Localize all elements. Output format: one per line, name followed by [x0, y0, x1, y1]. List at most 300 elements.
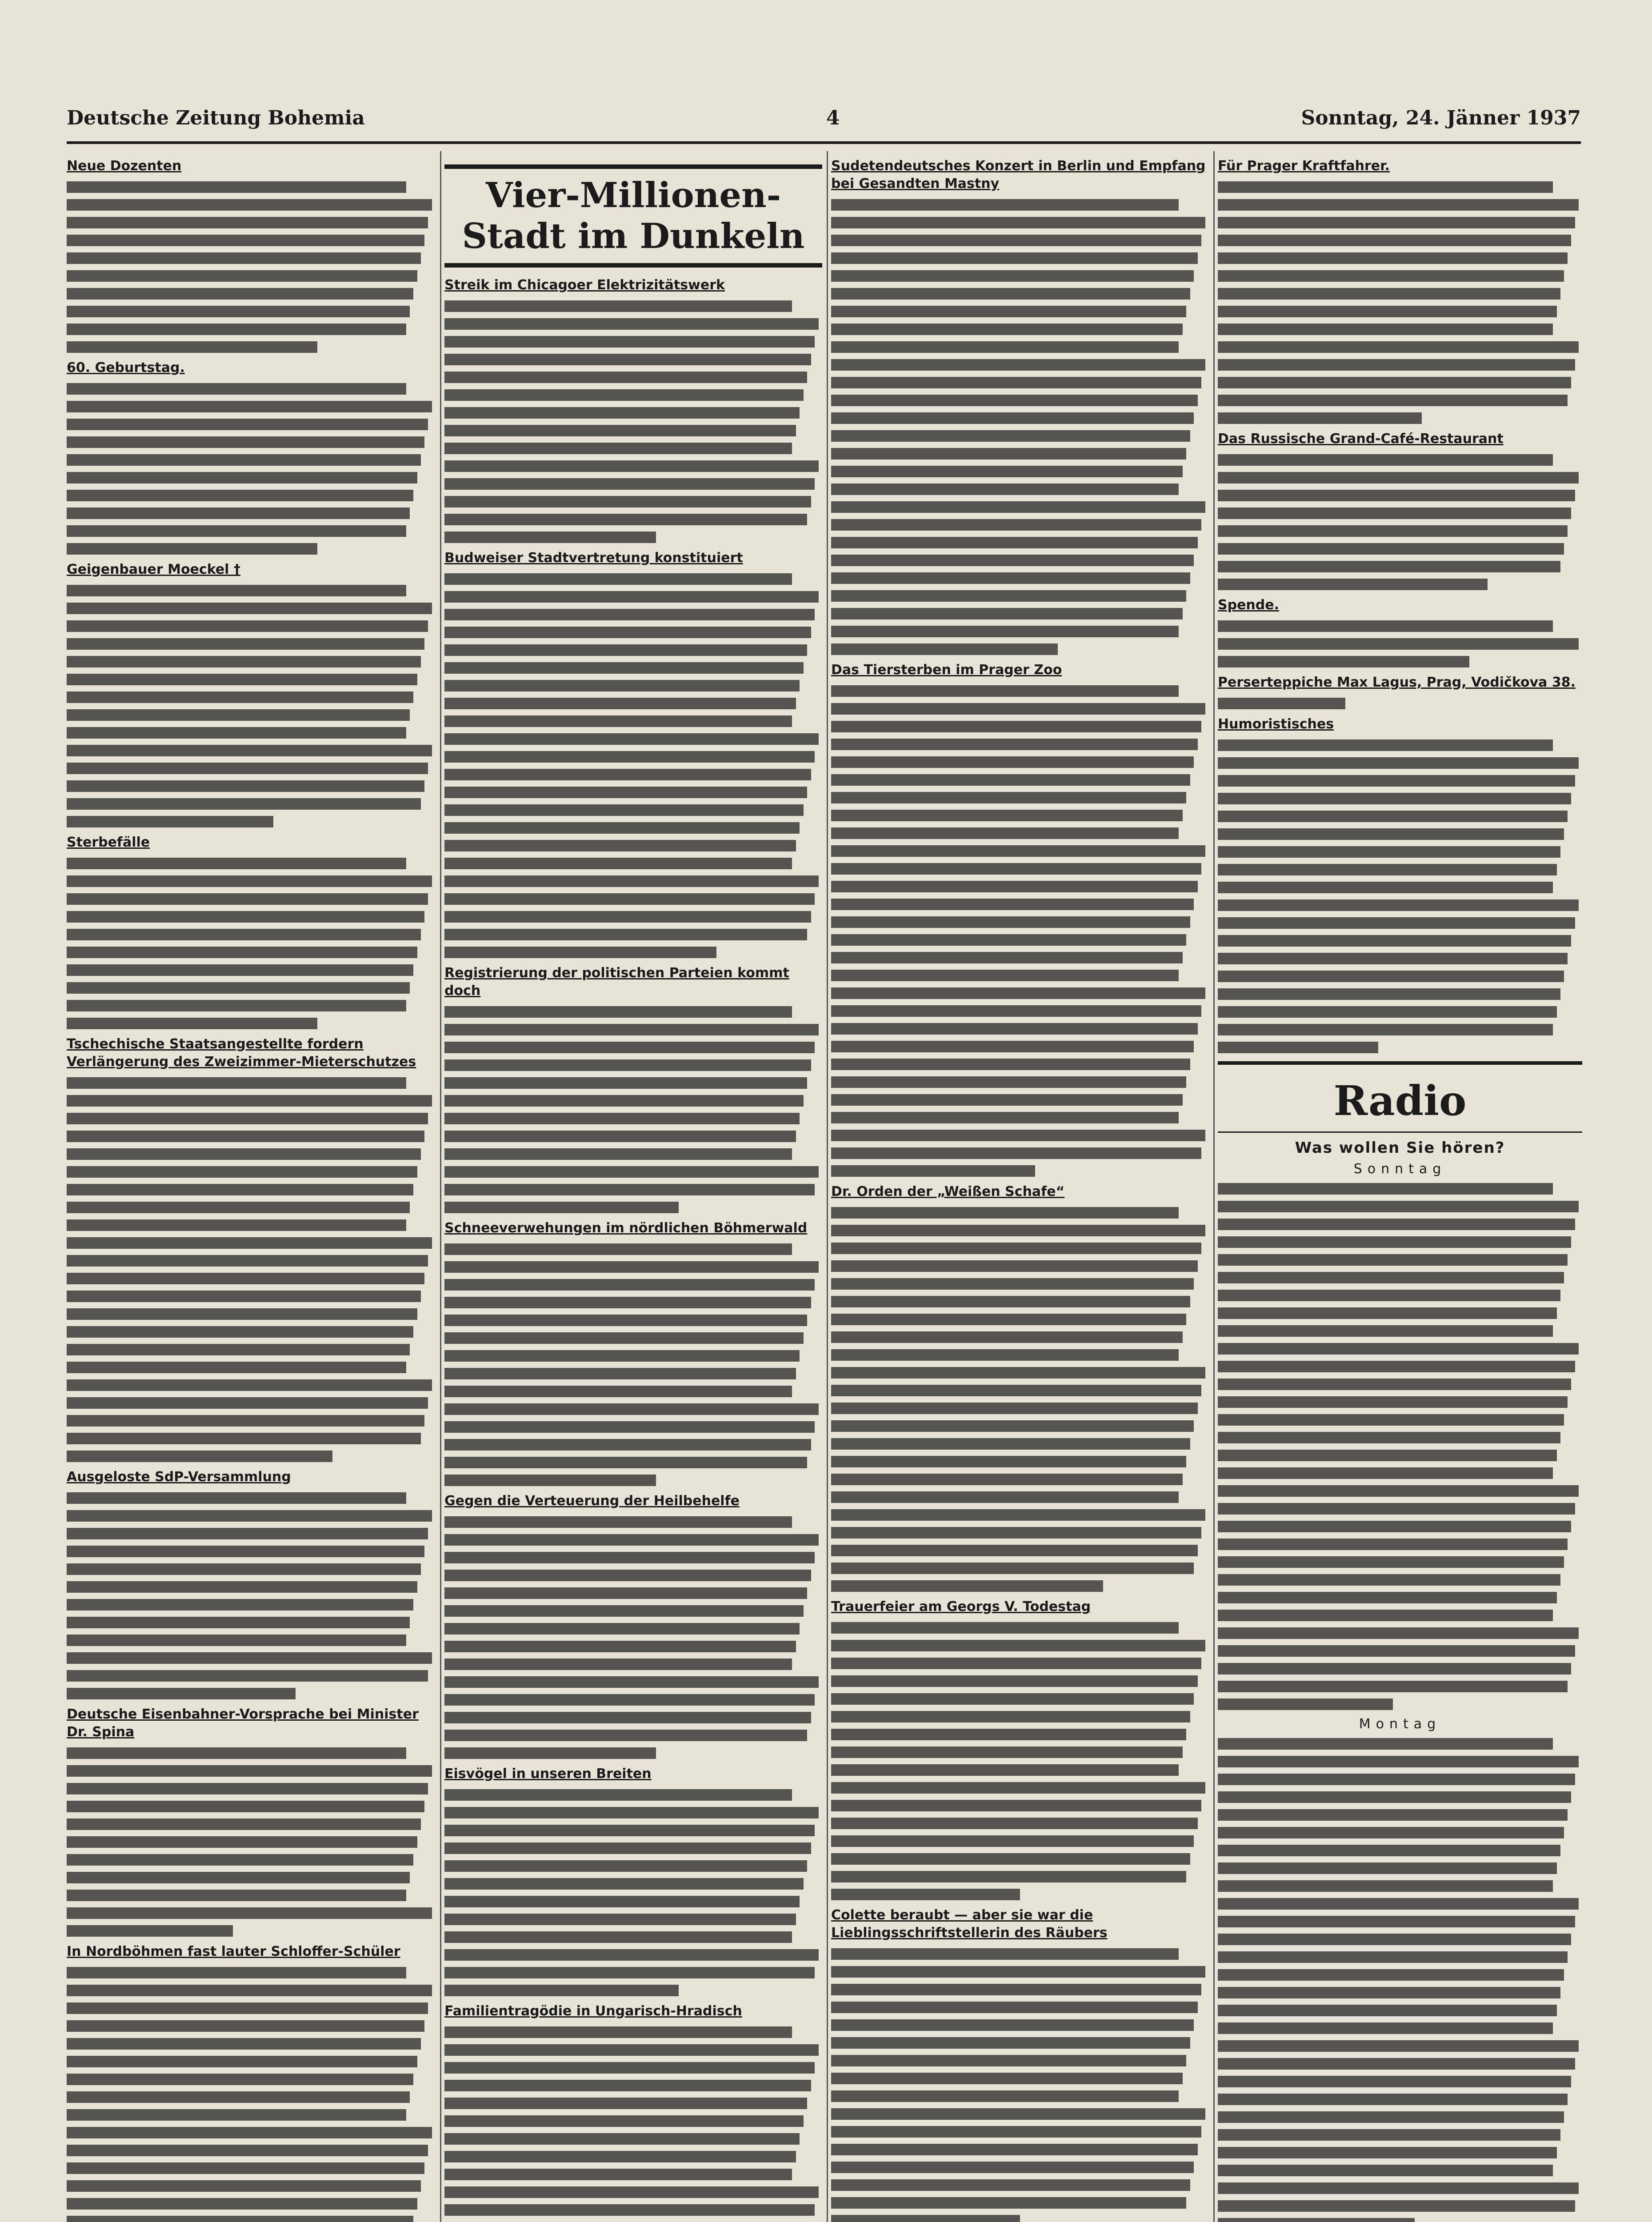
article-heading: Perserteppiche Max Lagus, Prag, Vodičkova 38.	[1218, 675, 1576, 690]
article	[444, 549, 822, 958]
article-heading: Geigenbauer Moeckel †	[67, 562, 240, 577]
text-line	[444, 1202, 679, 1213]
text-line	[444, 929, 807, 940]
text-line	[831, 519, 1201, 531]
text-line	[67, 1783, 428, 1794]
text-line	[444, 1297, 811, 1308]
text-line	[831, 1580, 1103, 1592]
text-line	[67, 2109, 406, 2121]
text-line	[67, 1255, 428, 1267]
article-heading: Ausgeloste SdP-Versammlung	[67, 1469, 291, 1485]
article	[67, 834, 436, 1029]
text-line	[67, 341, 317, 353]
article-heading: 60. Geburtstag.	[67, 360, 185, 376]
text-line	[831, 1225, 1205, 1236]
text-line	[1218, 1254, 1568, 1266]
text-line	[67, 235, 424, 246]
text-line	[1218, 359, 1575, 371]
text-line	[831, 1403, 1198, 1414]
text-line	[831, 412, 1194, 424]
text-line	[1218, 1325, 1553, 1337]
article-heading: Budweiser Stadtvertretung konstituiert	[444, 550, 743, 566]
text-line	[444, 1712, 811, 1723]
text-line	[67, 2216, 413, 2222]
text-line	[1218, 935, 1571, 947]
text-line	[444, 769, 811, 780]
text-line	[831, 1385, 1201, 1396]
radio-day: Montag	[1359, 1716, 1441, 1732]
article-heading: Familientragödie in Ungarisch-Hradisch	[444, 2003, 742, 2019]
text-line	[67, 2198, 417, 2210]
text-line	[831, 1420, 1194, 1432]
text-line	[831, 881, 1198, 892]
text-line	[1218, 757, 1579, 769]
text-line	[831, 1871, 1186, 1882]
text-line	[831, 1296, 1190, 1307]
text-line	[1218, 882, 1553, 893]
text-line	[1218, 1951, 1568, 1963]
article	[67, 157, 436, 353]
text-line	[1218, 1738, 1553, 1750]
text-line	[67, 745, 432, 756]
text-line	[67, 674, 417, 685]
text-line	[444, 1949, 819, 1961]
text-line	[831, 685, 1179, 697]
text-line	[831, 1207, 1179, 1219]
text-line	[831, 703, 1205, 715]
text-line	[1218, 1539, 1568, 1550]
text-line	[444, 911, 811, 923]
text-line	[67, 454, 421, 466]
text-line	[1218, 828, 1564, 840]
article-heading: Sudetendeutsches Konzert in Berlin und Empfang bei Gesandten Mastny	[831, 158, 1206, 192]
article-heading: Eisvögel in unseren Breiten	[444, 1766, 652, 1782]
text-line	[444, 644, 807, 656]
article-heading: Das Russische Grand-Café-Restaurant	[1218, 431, 1504, 447]
article-heading: Schneeverwehungen im nördlichen Böhmerwald	[444, 1220, 808, 1236]
text-line	[67, 2020, 424, 2032]
text-line	[1218, 1521, 1571, 1532]
text-line	[67, 2180, 421, 2192]
text-line	[67, 1617, 410, 1628]
text-line	[1218, 1645, 1575, 1657]
text-line	[1218, 1592, 1557, 1603]
radio-subtitle: Was wollen Sie hören?	[1295, 1139, 1505, 1157]
article	[67, 1706, 436, 1937]
text-line	[444, 1421, 815, 1433]
text-line	[831, 199, 1179, 211]
text-line	[444, 1534, 819, 1546]
text-line	[67, 709, 410, 721]
text-line	[444, 680, 800, 691]
text-line	[67, 1528, 428, 1539]
text-line	[67, 875, 432, 887]
text-line	[1218, 490, 1575, 501]
article-heading: Registrierung der politischen Parteien kommt doch	[444, 965, 789, 999]
article	[67, 561, 436, 827]
text-line	[444, 1368, 796, 1379]
text-line	[831, 2090, 1179, 2102]
text-line	[444, 443, 792, 454]
text-line	[1218, 811, 1568, 822]
text-line	[67, 401, 432, 412]
text-line	[831, 1545, 1198, 1556]
text-line	[444, 1694, 815, 1706]
article-heading: Gegen die Verteuerung der Heilbehelfe	[444, 1493, 740, 1509]
text-line	[831, 377, 1201, 388]
text-line	[444, 1516, 792, 1528]
text-line	[67, 1546, 424, 1557]
text-line	[444, 2186, 819, 2198]
text-line	[831, 1147, 1201, 1159]
text-line	[67, 2038, 421, 2050]
text-line	[67, 383, 406, 395]
text-line	[67, 419, 428, 430]
text-line	[444, 1166, 819, 1178]
text-line	[1218, 1183, 1553, 1195]
text-line	[444, 1967, 815, 1978]
column-1	[67, 151, 436, 2222]
text-line	[1218, 579, 1488, 590]
text-line	[67, 217, 428, 228]
text-line	[67, 1818, 421, 1830]
text-line	[444, 1279, 815, 1291]
text-line	[831, 1278, 1194, 1290]
text-line	[1218, 2005, 1557, 2016]
column-divider	[1213, 151, 1215, 2222]
text-line	[1218, 1898, 1579, 1910]
page-header	[67, 107, 1581, 138]
text-line	[67, 798, 421, 810]
text-line	[444, 1184, 815, 1195]
text-line	[444, 1807, 819, 1818]
text-line	[444, 300, 792, 312]
text-line	[67, 1801, 424, 1812]
text-line	[831, 899, 1194, 910]
text-line	[1218, 525, 1568, 537]
text-line	[444, 1350, 800, 1362]
text-line	[67, 1510, 432, 1522]
text-line	[831, 721, 1201, 732]
text-line	[67, 1095, 432, 1107]
text-line	[1218, 2182, 1579, 2194]
text-line	[1218, 1503, 1575, 1515]
text-line	[831, 2055, 1186, 2066]
text-line	[444, 532, 656, 543]
text-line	[444, 354, 811, 365]
text-line	[444, 1475, 656, 1486]
text-line	[67, 1077, 406, 1089]
text-line	[67, 638, 424, 650]
text-line	[1218, 846, 1560, 858]
text-line	[831, 572, 1190, 584]
article-heading: Humoristisches	[1218, 716, 1334, 732]
text-line	[444, 425, 796, 436]
text-line	[444, 1914, 796, 1925]
text-line	[67, 1000, 406, 1011]
text-line	[1218, 395, 1568, 406]
text-line	[831, 934, 1186, 946]
text-line	[67, 270, 417, 282]
text-line	[444, 787, 807, 798]
text-line	[67, 1652, 432, 1664]
banner-headline: Vier-Millionen-Stadt im Dunkeln	[444, 164, 822, 268]
radio-program	[1218, 1183, 1582, 1710]
text-line	[831, 1889, 1020, 1900]
text-line	[831, 288, 1190, 300]
text-line	[67, 1184, 413, 1195]
text-line	[831, 1041, 1194, 1052]
text-line	[831, 952, 1183, 963]
text-line	[444, 751, 815, 763]
text-line	[444, 318, 819, 330]
text-line	[831, 1984, 1201, 1995]
text-line	[1218, 252, 1568, 264]
text-line	[831, 324, 1183, 335]
text-line	[1218, 199, 1579, 211]
article	[444, 276, 822, 543]
text-line	[444, 496, 811, 508]
text-line	[67, 1836, 417, 1848]
text-line	[831, 1658, 1201, 1669]
text-line	[444, 2133, 800, 2145]
issue-date: Sonntag, 24. Jänner 1937	[1301, 107, 1581, 129]
text-line	[444, 1077, 807, 1089]
text-line	[444, 460, 819, 472]
text-line	[1218, 1934, 1571, 1945]
text-line	[831, 2162, 1194, 2173]
text-line	[1218, 181, 1553, 193]
text-line	[444, 1131, 796, 1142]
page-number: 4	[826, 107, 840, 129]
text-line	[831, 590, 1186, 602]
text-line	[1218, 2147, 1557, 2158]
text-line	[831, 1349, 1179, 1361]
text-line	[1218, 2200, 1575, 2212]
text-line	[444, 1985, 679, 1996]
text-line	[67, 964, 413, 976]
text-line	[67, 1326, 413, 1338]
text-line	[831, 643, 1058, 655]
text-line	[67, 780, 424, 792]
text-line	[1218, 2129, 1560, 2141]
text-line	[67, 252, 421, 264]
text-line	[444, 2080, 811, 2091]
text-line	[1218, 561, 1560, 572]
text-line	[831, 555, 1194, 566]
text-line	[444, 1113, 800, 1124]
text-line	[1218, 1467, 1553, 1479]
text-line	[67, 656, 421, 667]
text-line	[831, 430, 1190, 442]
text-line	[444, 1095, 804, 1107]
text-line	[831, 1746, 1183, 1758]
text-line	[831, 1711, 1190, 1722]
text-line	[831, 395, 1198, 406]
article	[444, 1219, 822, 1486]
text-line	[1218, 1343, 1579, 1355]
text-line	[67, 893, 428, 905]
text-line	[1218, 543, 1564, 555]
text-line	[1218, 656, 1469, 667]
text-line	[1218, 1414, 1564, 1426]
text-line	[444, 1896, 800, 1907]
text-line	[67, 1308, 417, 1320]
article-heading: Dr. Orden der „Weißen Schafe“	[831, 1184, 1065, 1199]
radio-title: Radio	[1333, 1077, 1467, 1125]
text-line	[1218, 1272, 1564, 1283]
text-line	[1218, 899, 1579, 911]
text-line	[1218, 412, 1422, 424]
text-line	[67, 1018, 317, 1029]
text-line	[831, 1260, 1198, 1272]
text-line	[444, 1747, 656, 1759]
text-line	[444, 2169, 792, 2180]
text-line	[1218, 377, 1571, 388]
text-line	[444, 2044, 819, 2056]
column-divider	[827, 151, 828, 2222]
text-line	[1218, 1862, 1557, 1874]
text-line	[831, 756, 1194, 768]
text-line	[831, 1693, 1194, 1705]
text-line	[444, 804, 804, 816]
text-line	[1218, 971, 1564, 982]
text-line	[1218, 1201, 1579, 1212]
text-line	[831, 1059, 1190, 1070]
text-line	[444, 875, 819, 887]
text-line	[67, 2002, 428, 2014]
text-line	[67, 1985, 432, 1996]
text-line	[1218, 775, 1575, 787]
text-line	[444, 715, 792, 727]
text-line	[444, 2151, 796, 2162]
text-line	[67, 1581, 417, 1593]
text-line	[831, 1835, 1194, 1847]
article	[444, 964, 822, 1213]
text-line	[1218, 1916, 1575, 1927]
text-line	[67, 1451, 332, 1462]
text-line	[1218, 917, 1575, 929]
text-line	[67, 2145, 428, 2156]
text-line	[831, 2002, 1198, 2013]
text-line	[831, 1130, 1205, 1141]
text-line	[831, 774, 1190, 786]
text-line	[1218, 1432, 1560, 1443]
article	[1218, 430, 1582, 590]
text-line	[444, 1243, 792, 1255]
text-line	[444, 822, 800, 834]
text-line	[1218, 1969, 1564, 1981]
article-heading: Colette beraubt — aber sie war die Lieblingsschriftstellerin des Räubers	[831, 1907, 1108, 1941]
text-line	[67, 1854, 413, 1866]
article	[831, 661, 1209, 1177]
article	[67, 359, 436, 555]
text-line	[831, 810, 1183, 821]
text-line	[67, 1765, 432, 1777]
article	[67, 1943, 436, 2222]
text-line	[1218, 638, 1579, 650]
text-line	[67, 525, 406, 537]
text-line	[1218, 341, 1579, 353]
text-line	[67, 1635, 406, 1646]
text-line	[67, 911, 424, 923]
text-line	[831, 1853, 1190, 1865]
text-line	[831, 970, 1179, 981]
text-line	[444, 1024, 819, 1035]
article	[67, 1035, 436, 1462]
text-line	[831, 537, 1198, 548]
text-line	[444, 1931, 792, 1943]
article	[1218, 715, 1582, 1053]
text-line	[831, 2073, 1183, 2084]
text-line	[67, 1273, 424, 1284]
text-line	[1218, 1006, 1557, 1018]
text-line	[1218, 1774, 1575, 1785]
text-line	[444, 1878, 804, 1890]
text-line	[831, 845, 1205, 857]
article-heading: Deutsche Eisenbahner-Vorsprache bei Minister Dr. Spina	[67, 1706, 419, 1740]
text-line	[444, 2115, 804, 2127]
text-line	[1218, 1450, 1557, 1461]
text-line	[831, 1764, 1179, 1776]
paper-title: Deutsche Zeitung Bohemia	[67, 107, 365, 129]
text-line	[1218, 1880, 1553, 1892]
text-line	[67, 1237, 432, 1249]
section-rule	[1218, 1131, 1582, 1133]
text-line	[444, 1789, 792, 1801]
text-line	[1218, 1042, 1378, 1053]
text-line	[831, 235, 1201, 246]
text-line	[831, 1094, 1183, 1106]
text-line	[831, 1314, 1186, 1325]
article	[831, 1906, 1209, 2222]
text-line	[444, 1570, 811, 1581]
text-line	[831, 608, 1183, 619]
text-line	[1218, 2040, 1579, 2052]
text-line	[1218, 1396, 1568, 1408]
text-line	[1218, 1987, 1560, 1998]
text-line	[67, 1688, 296, 1699]
text-line	[831, 1456, 1186, 1467]
text-line	[444, 1439, 811, 1451]
text-line	[831, 1818, 1198, 1829]
text-line	[67, 2127, 432, 2138]
text-line	[1218, 793, 1571, 804]
text-line	[67, 306, 410, 317]
text-line	[67, 1872, 410, 1883]
text-line	[444, 1042, 815, 1053]
text-line	[831, 1800, 1201, 1811]
text-line	[67, 620, 428, 632]
text-line	[831, 1023, 1198, 1035]
text-line	[831, 501, 1205, 513]
text-line	[1218, 2058, 1575, 2070]
text-line	[1218, 1827, 1564, 1838]
text-line	[831, 1165, 1035, 1177]
text-line	[831, 626, 1179, 637]
text-line	[831, 1438, 1190, 1450]
text-line	[831, 448, 1186, 460]
text-line	[67, 1131, 424, 1142]
text-line	[444, 514, 807, 525]
text-line	[831, 2179, 1190, 2191]
text-line	[67, 2056, 417, 2067]
text-line	[1218, 1756, 1579, 1767]
text-line	[67, 181, 406, 193]
text-line	[1218, 235, 1571, 246]
article	[1218, 674, 1582, 709]
text-line	[1218, 1791, 1571, 1803]
